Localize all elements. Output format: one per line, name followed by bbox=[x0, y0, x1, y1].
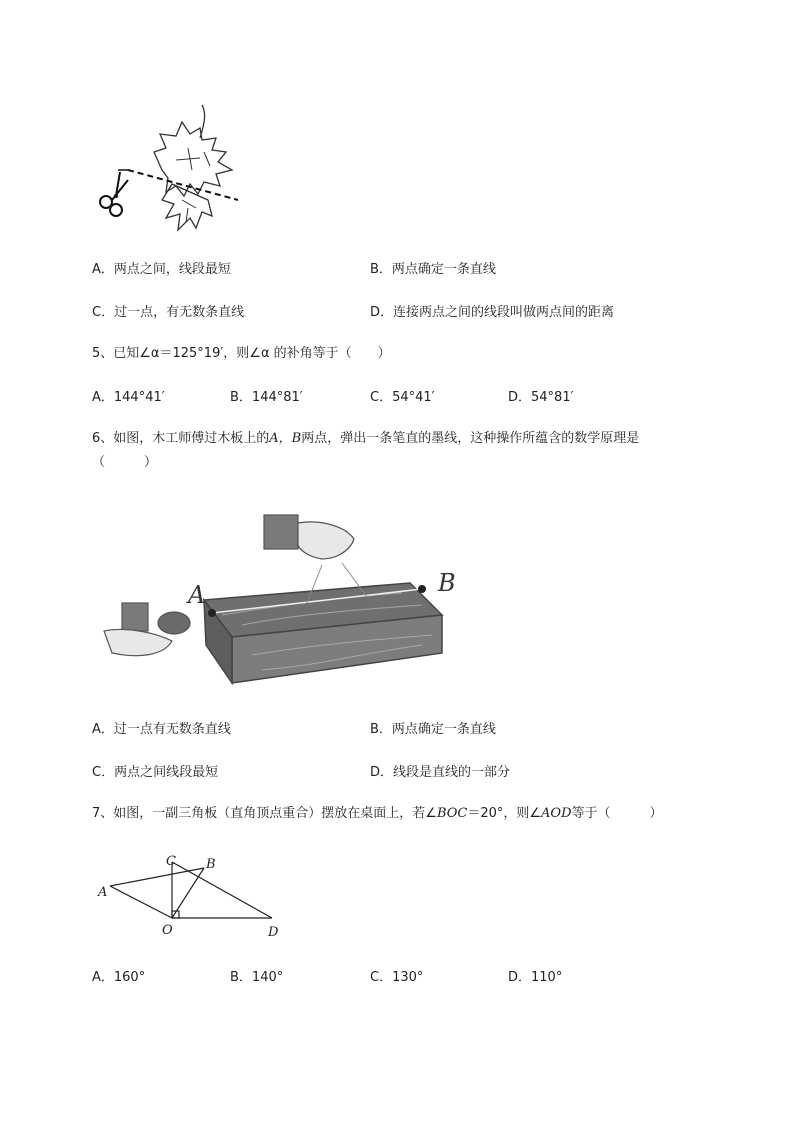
q6-stem-part1: 6、如图，木工师傅过木板上的 bbox=[92, 431, 270, 446]
q6-label-b: B bbox=[438, 569, 456, 597]
q7-stem-part1: 7、如图，一副三角板（直角顶点重合）摆放在桌面上，若∠ bbox=[92, 806, 437, 821]
q5-stem: 5、已知∠α＝125°19′，则∠α 的补角等于（ ） bbox=[92, 346, 391, 361]
q6-stem bbox=[92, 431, 639, 447]
q7-stem-aod: AOD bbox=[541, 806, 572, 821]
q6-option-d: D．线段是直线的一部分 bbox=[370, 765, 511, 780]
carpenter-board-figure bbox=[92, 505, 472, 695]
q7-option-b: B．140° bbox=[230, 970, 284, 985]
q4-option-c: C．过一点，有无数条直线 bbox=[92, 305, 245, 320]
leaf-scissors-figure bbox=[92, 100, 252, 240]
q7-label-c: C bbox=[166, 854, 176, 869]
q6-stem-line2: （ ） bbox=[92, 455, 158, 470]
q6-option-c: C．两点之间线段最短 bbox=[92, 765, 219, 780]
q5-option-b: B．144°81′ bbox=[230, 390, 303, 405]
q5-option-c: C．54°41′ bbox=[370, 390, 435, 405]
q7-stem bbox=[92, 806, 663, 822]
q7-option-a: A．160° bbox=[92, 970, 146, 985]
q4-option-b: B．两点确定一条直线 bbox=[370, 262, 496, 277]
q4-option-d: D．连接两点之间的线段叫做两点间的距离 bbox=[370, 305, 615, 320]
q7-label-b: B bbox=[206, 857, 216, 872]
q7-stem-part2: ＝20°，则∠ bbox=[467, 806, 542, 821]
q7-stem-boc: BOC bbox=[436, 806, 468, 821]
q7-label-d: D bbox=[268, 925, 279, 940]
q7-option-c: C．130° bbox=[370, 970, 424, 985]
q7-stem-part3: 等于（ ） bbox=[571, 806, 663, 821]
q6-option-b: B．两点确定一条直线 bbox=[370, 722, 496, 737]
q6-label-a: A bbox=[188, 581, 206, 609]
q7-label-a: A bbox=[98, 885, 108, 900]
q7-option-d: D．110° bbox=[508, 970, 563, 985]
q6-stem-ab: A，B bbox=[269, 431, 302, 446]
q7-label-o: O bbox=[162, 923, 173, 938]
q4-option-a: A．两点之间，线段最短 bbox=[92, 262, 231, 277]
q6-stem-part2: 两点，弹出一条笔直的墨线，这种操作所蕴含的数学原理是 bbox=[301, 431, 640, 446]
q5-option-a: A．144°41′ bbox=[92, 390, 165, 405]
q5-option-d: D．54°81′ bbox=[508, 390, 574, 405]
q6-option-a: A．过一点有无数条直线 bbox=[92, 722, 231, 737]
triangle-plates-figure bbox=[92, 848, 292, 940]
